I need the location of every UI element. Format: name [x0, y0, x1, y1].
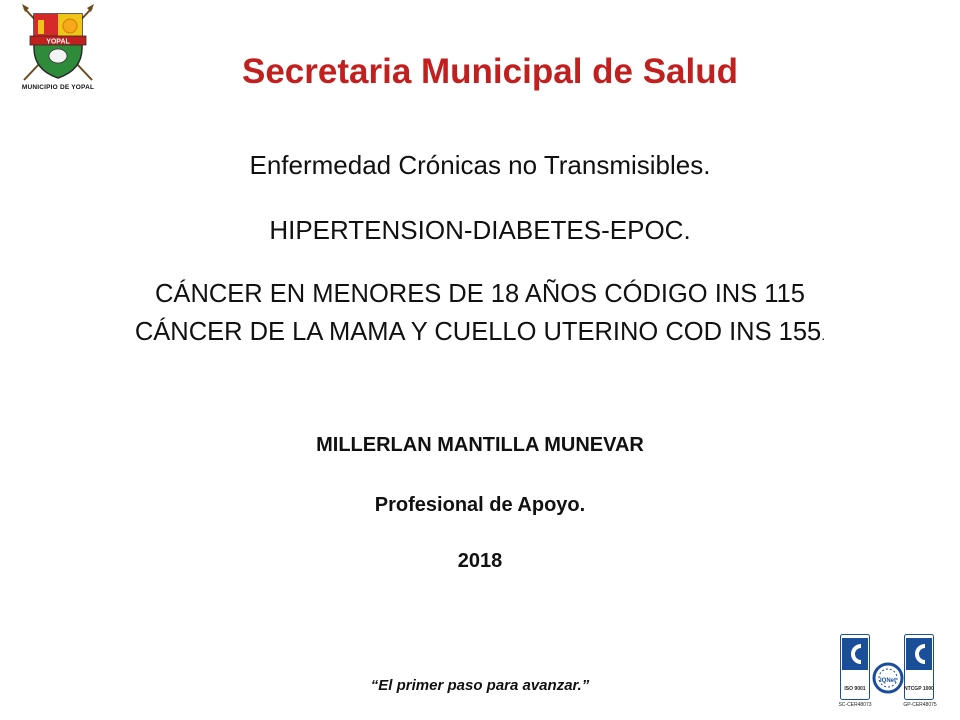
ntcgp-1000-seal	[904, 634, 934, 700]
iso-cert-code: SC-CER48073	[838, 702, 872, 708]
slogan: “El primer paso para avanzar.”	[370, 677, 590, 694]
topic-line-2: HIPERTENSION-DIABETES-EPOC.	[269, 215, 691, 245]
iso-9001-seal	[840, 634, 870, 700]
topic-line-1: Enfermedad Crónicas no Transmisibles.	[249, 150, 711, 180]
ntcgp-seal-label: NTCGP 1000	[904, 686, 934, 692]
ntcgp-cert-code: GP-CER48075	[903, 702, 937, 708]
author-name: MILLERLAN MANTILLA MUNEVAR	[316, 434, 644, 456]
iso-seal-label: ISO 9001	[844, 686, 866, 692]
topic-line-3: CÁNCER EN MENORES DE 18 AÑOS CÓDIGO INS 115	[155, 280, 805, 308]
crest-banner-text: YOPAL	[46, 38, 70, 46]
topic-line-4-text: CÁNCER DE LA MAMA Y CUELLO UTERINO COD INS 155	[134, 318, 822, 346]
topic-line-4	[0, 318, 960, 347]
certification-seals	[836, 634, 954, 716]
topic-line-4-period: .	[821, 327, 826, 343]
page-title: Secretaria Municipal de Salud	[242, 52, 738, 91]
iqnet-label: IQNet	[879, 678, 896, 684]
crest-caption: MUNICIPIO DE YOPAL	[21, 84, 95, 91]
presentation-year: 2018	[457, 550, 503, 572]
author-role: Profesional de Apoyo.	[374, 494, 586, 516]
